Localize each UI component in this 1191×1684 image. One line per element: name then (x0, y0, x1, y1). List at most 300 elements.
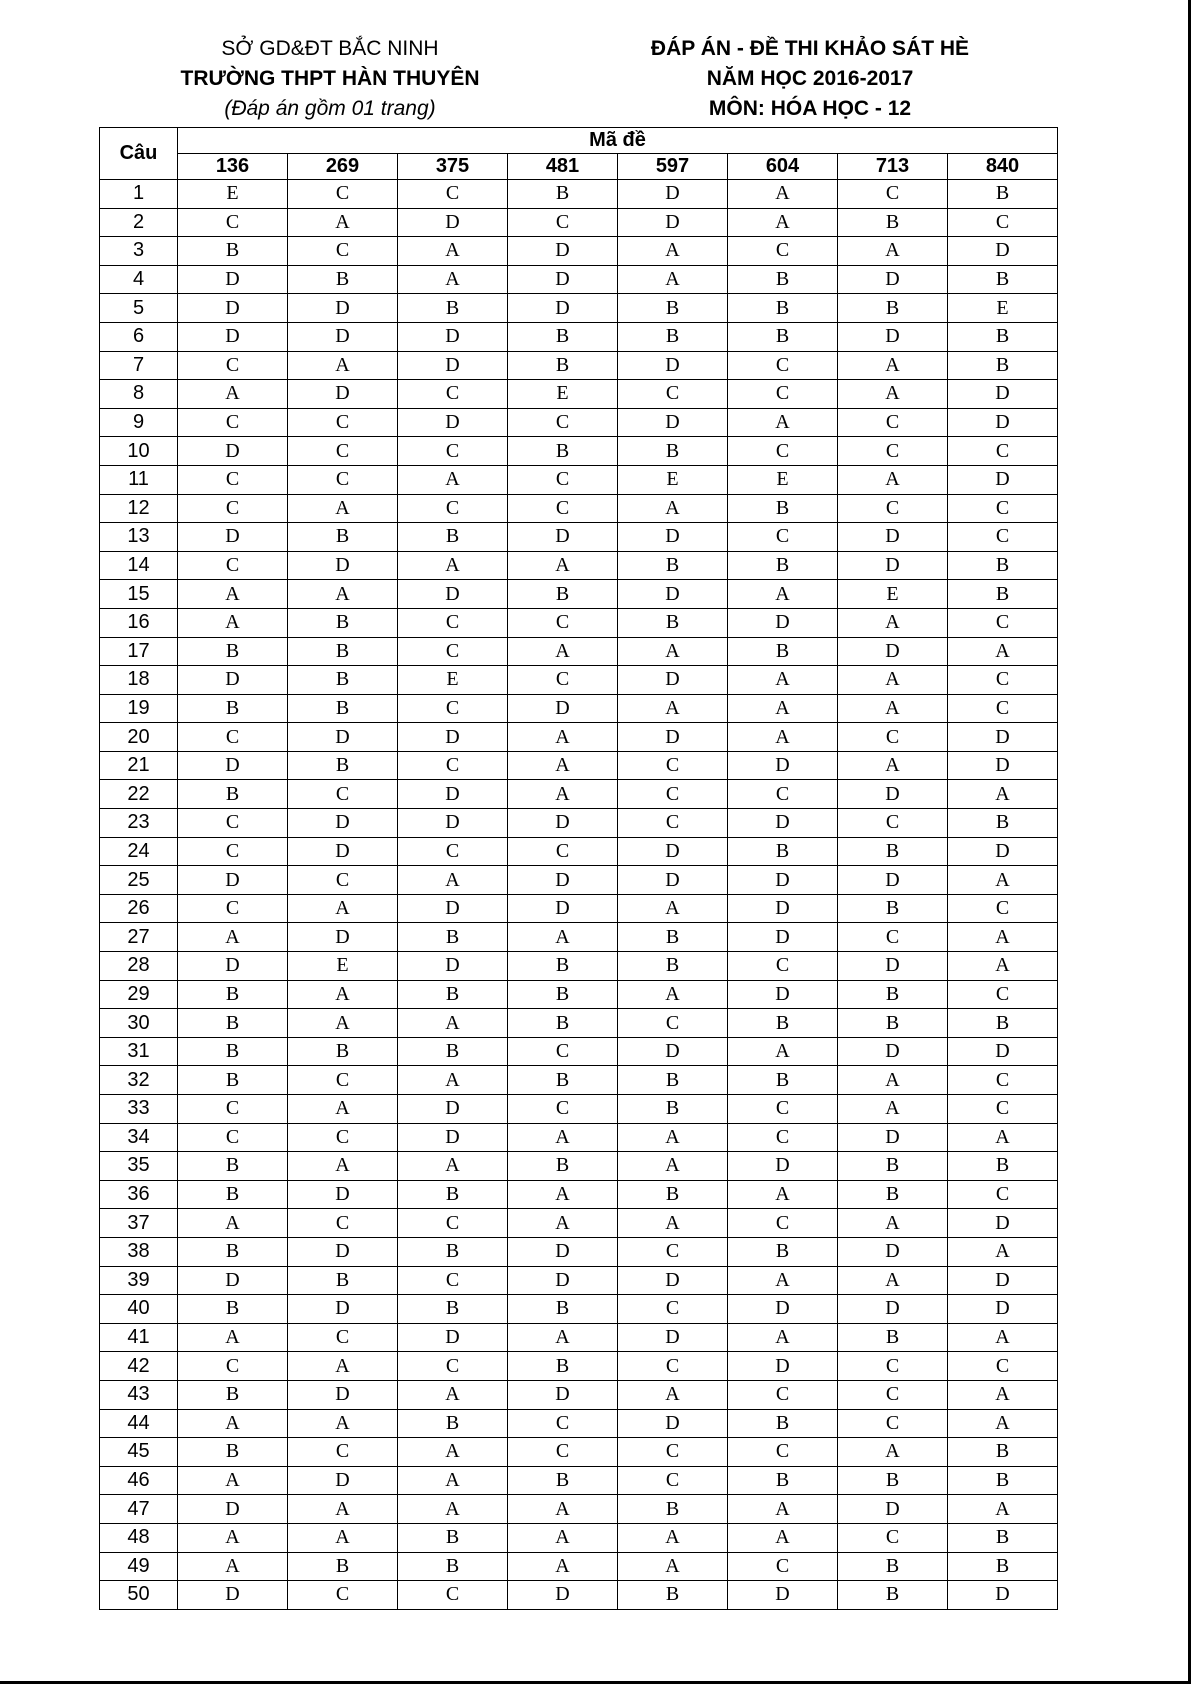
answer-cell: A (508, 723, 618, 752)
table-row (100, 408, 1058, 437)
question-number: 11 (100, 465, 178, 494)
answer-cell: A (838, 694, 948, 723)
answer-cell: B (618, 923, 728, 952)
table-row (100, 837, 1058, 866)
question-number: 38 (100, 1237, 178, 1266)
answer-cell: D (398, 1095, 508, 1124)
answer-cell: D (508, 265, 618, 294)
question-number: 16 (100, 608, 178, 637)
answer-cell: A (398, 237, 508, 266)
exam-code-group-header: Mã đề (178, 128, 1058, 154)
answer-cell: D (948, 1209, 1058, 1238)
question-number: 25 (100, 866, 178, 895)
exam-code-header: 481 (508, 154, 618, 180)
table-row (100, 1180, 1058, 1209)
answer-cell: B (288, 265, 398, 294)
question-number: 45 (100, 1438, 178, 1467)
answer-cell: A (618, 1152, 728, 1181)
answer-cell: B (728, 837, 838, 866)
table-row (100, 1009, 1058, 1038)
question-number: 42 (100, 1352, 178, 1381)
answer-cell: A (178, 608, 288, 637)
answer-cell: B (948, 265, 1058, 294)
answer-cell: D (288, 1180, 398, 1209)
exam-code-header: 840 (948, 154, 1058, 180)
answer-cell: C (178, 894, 288, 923)
answer-cell: C (178, 809, 288, 838)
exam-code-header: 604 (728, 154, 838, 180)
answer-cell: D (508, 694, 618, 723)
answer-cell: A (178, 580, 288, 609)
answer-cell: A (728, 694, 838, 723)
answer-cell: D (948, 408, 1058, 437)
answer-cell: D (508, 809, 618, 838)
answer-cell: A (178, 1466, 288, 1495)
answer-cell: D (618, 1266, 728, 1295)
answer-cell: C (728, 1438, 838, 1467)
answer-cell: D (948, 380, 1058, 409)
answer-cell: D (508, 866, 618, 895)
answer-cell: B (508, 1466, 618, 1495)
answer-cell: D (838, 1295, 948, 1324)
answer-cell: B (948, 1552, 1058, 1581)
answer-cell: A (838, 380, 948, 409)
answer-cell: C (948, 980, 1058, 1009)
table-row (100, 551, 1058, 580)
answer-cell: D (728, 809, 838, 838)
answer-cell: B (178, 1037, 288, 1066)
exam-code-header: 597 (618, 154, 728, 180)
answer-cell: A (508, 751, 618, 780)
answer-cell: A (728, 723, 838, 752)
question-number: 1 (100, 180, 178, 209)
answer-rows (100, 180, 1058, 1610)
question-number: 15 (100, 580, 178, 609)
answer-cell: A (728, 208, 838, 237)
answer-cell: A (288, 1352, 398, 1381)
exam-code-header: 269 (288, 154, 398, 180)
answer-cell: C (178, 837, 288, 866)
answer-cell: B (728, 294, 838, 323)
answer-cell: C (508, 666, 618, 695)
answer-cell: D (178, 952, 288, 981)
answer-cell: A (838, 608, 948, 637)
answer-cell: B (508, 1066, 618, 1095)
answer-cell: A (508, 637, 618, 666)
answer-cell: D (398, 408, 508, 437)
school-name: TRƯỜNG THPT HÀN THUYÊN (180, 67, 480, 90)
answer-cell: C (178, 551, 288, 580)
answer-cell: C (728, 1123, 838, 1152)
answer-cell: D (288, 1466, 398, 1495)
table-row (100, 1209, 1058, 1238)
question-number: 21 (100, 751, 178, 780)
answer-cell: B (178, 637, 288, 666)
answer-cell: C (728, 1552, 838, 1581)
question-number: 44 (100, 1409, 178, 1438)
answer-cell: A (618, 1552, 728, 1581)
answer-cell: B (618, 1066, 728, 1095)
question-number: 33 (100, 1095, 178, 1124)
answer-cell: C (838, 437, 948, 466)
answer-cell: B (728, 1237, 838, 1266)
answer-cell: D (838, 1123, 948, 1152)
answer-cell: A (618, 1123, 728, 1152)
answer-cell: B (838, 894, 948, 923)
answer-cell: D (288, 1380, 398, 1409)
answer-cell: B (838, 1180, 948, 1209)
question-number: 2 (100, 208, 178, 237)
answer-cell: A (178, 1409, 288, 1438)
question-number: 28 (100, 952, 178, 981)
question-number: 50 (100, 1581, 178, 1610)
answer-cell: A (728, 1266, 838, 1295)
answer-cell: D (508, 894, 618, 923)
answer-cell: C (508, 608, 618, 637)
answer-cell: B (948, 351, 1058, 380)
answer-cell: C (288, 1581, 398, 1610)
answer-cell: D (728, 980, 838, 1009)
answer-cell: C (398, 637, 508, 666)
answer-cell: C (508, 494, 618, 523)
answer-cell: C (178, 1095, 288, 1124)
question-number: 49 (100, 1552, 178, 1581)
answer-cell: B (398, 294, 508, 323)
answer-cell: C (618, 1352, 728, 1381)
answer-cell: A (398, 1466, 508, 1495)
answer-cell: B (618, 1180, 728, 1209)
answer-cell: C (948, 1352, 1058, 1381)
answer-cell: C (618, 380, 728, 409)
answer-cell: C (728, 1095, 838, 1124)
table-row (100, 1466, 1058, 1495)
answer-cell: B (728, 1466, 838, 1495)
header-left (140, 34, 520, 124)
answer-cell: B (618, 294, 728, 323)
answer-cell: B (948, 551, 1058, 580)
answer-cell: A (398, 1438, 508, 1467)
answer-cell: C (838, 408, 948, 437)
answer-cell: C (618, 809, 728, 838)
answer-cell: A (948, 1323, 1058, 1352)
answer-cell: A (288, 494, 398, 523)
answer-cell: B (398, 1523, 508, 1552)
answer-cell: C (178, 208, 288, 237)
answer-cell: D (508, 1581, 618, 1610)
answer-cell: C (948, 208, 1058, 237)
answer-cell: A (948, 1380, 1058, 1409)
answer-cell: C (838, 723, 948, 752)
answer-cell: D (728, 751, 838, 780)
answer-cell: C (288, 437, 398, 466)
answer-cell: B (398, 923, 508, 952)
question-number: 6 (100, 322, 178, 351)
answer-cell: B (508, 952, 618, 981)
answer-cell: B (838, 1152, 948, 1181)
answer-cell: B (618, 952, 728, 981)
answer-cell: C (398, 1266, 508, 1295)
answer-cell: A (948, 780, 1058, 809)
answer-cell: A (398, 465, 508, 494)
question-number: 5 (100, 294, 178, 323)
answer-cell: B (288, 523, 398, 552)
answer-cell: B (838, 1323, 948, 1352)
question-column-header: Câu (100, 128, 178, 180)
answer-cell: D (948, 1581, 1058, 1610)
answer-cell: D (508, 294, 618, 323)
answer-cell: A (508, 1552, 618, 1581)
answer-cell: B (178, 1295, 288, 1324)
answer-cell: D (838, 265, 948, 294)
answer-cell: A (948, 923, 1058, 952)
answer-cell: B (618, 1581, 728, 1610)
answer-cell: B (838, 1009, 948, 1038)
answer-cell: B (948, 1523, 1058, 1552)
table-row (100, 608, 1058, 637)
school-year: NĂM HỌC 2016-2017 (706, 67, 914, 90)
answer-cell: B (288, 1037, 398, 1066)
table-row (100, 866, 1058, 895)
answer-cell: D (618, 1037, 728, 1066)
answer-cell: D (618, 580, 728, 609)
answer-cell: C (508, 837, 618, 866)
answer-cell: B (838, 980, 948, 1009)
question-number: 27 (100, 923, 178, 952)
answer-cell: B (178, 1152, 288, 1181)
answer-cell: D (948, 723, 1058, 752)
answer-cell: B (508, 1152, 618, 1181)
question-number: 43 (100, 1380, 178, 1409)
question-number: 32 (100, 1066, 178, 1095)
answer-cell: D (178, 751, 288, 780)
answer-cell: C (948, 1180, 1058, 1209)
table-row (100, 1495, 1058, 1524)
answer-cell: A (178, 1523, 288, 1552)
table-row (100, 1037, 1058, 1066)
answer-cell: C (508, 1095, 618, 1124)
table-row (100, 1409, 1058, 1438)
answer-cell: C (398, 608, 508, 637)
answer-cell: A (508, 1523, 618, 1552)
answer-cell: D (178, 666, 288, 695)
question-number: 40 (100, 1295, 178, 1324)
answer-cell: E (838, 580, 948, 609)
answer-cell: D (288, 923, 398, 952)
answer-cell: C (398, 837, 508, 866)
answer-cell: A (838, 1266, 948, 1295)
answer-cell: C (508, 1037, 618, 1066)
answer-cell: B (618, 322, 728, 351)
answer-cell: B (178, 1009, 288, 1038)
answer-cell: A (948, 866, 1058, 895)
answer-cell: A (508, 551, 618, 580)
question-number: 24 (100, 837, 178, 866)
answer-cell: A (288, 894, 398, 923)
table-row (100, 294, 1058, 323)
answer-cell: D (728, 1581, 838, 1610)
answer-cell: A (728, 1037, 838, 1066)
question-number: 22 (100, 780, 178, 809)
answer-cell: E (178, 180, 288, 209)
answer-cell: B (618, 1495, 728, 1524)
answer-cell: D (618, 180, 728, 209)
answer-cell: A (288, 1095, 398, 1124)
answer-cell: B (728, 265, 838, 294)
answer-cell: A (398, 1066, 508, 1095)
answer-cell: B (838, 294, 948, 323)
table-row (100, 980, 1058, 1009)
answer-cell: D (288, 294, 398, 323)
answer-cell: C (178, 494, 288, 523)
answer-cell: D (288, 809, 398, 838)
answer-cell: A (838, 351, 948, 380)
answer-cell: D (398, 1123, 508, 1152)
answer-cell: A (618, 637, 728, 666)
answer-cell: D (398, 322, 508, 351)
exam-code-header: 713 (838, 154, 948, 180)
answer-cell: D (618, 408, 728, 437)
answer-cell: D (618, 723, 728, 752)
answer-cell: D (178, 1581, 288, 1610)
answer-cell: A (288, 1523, 398, 1552)
answer-cell: A (838, 465, 948, 494)
answer-cell: B (178, 780, 288, 809)
answer-cell: D (618, 866, 728, 895)
answer-cell: B (948, 809, 1058, 838)
question-number: 14 (100, 551, 178, 580)
answer-cell: B (948, 1438, 1058, 1467)
answer-cell: A (948, 952, 1058, 981)
answer-cell: E (398, 666, 508, 695)
answer-cell: C (508, 1438, 618, 1467)
question-number: 17 (100, 637, 178, 666)
answer-cell: C (508, 408, 618, 437)
question-number: 3 (100, 237, 178, 266)
answer-cell: C (288, 780, 398, 809)
answer-cell: A (178, 380, 288, 409)
answer-cell: A (728, 1523, 838, 1552)
answer-cell: B (398, 523, 508, 552)
answer-cell: A (398, 265, 508, 294)
answer-cell: B (398, 1409, 508, 1438)
answer-cell: D (728, 894, 838, 923)
answer-cell: D (618, 837, 728, 866)
answer-cell: D (948, 1295, 1058, 1324)
answer-cell: B (178, 1380, 288, 1409)
table-row (100, 694, 1058, 723)
answer-cell: C (948, 494, 1058, 523)
table-row (100, 952, 1058, 981)
answer-cell: C (398, 437, 508, 466)
answer-cell: E (508, 380, 618, 409)
question-number: 8 (100, 380, 178, 409)
answer-cell: D (728, 923, 838, 952)
answer-cell: A (618, 1209, 728, 1238)
answer-cell: B (178, 1237, 288, 1266)
answer-cell: D (288, 1295, 398, 1324)
answer-cell: C (288, 1209, 398, 1238)
answer-cell: D (948, 751, 1058, 780)
answer-cell: A (948, 1495, 1058, 1524)
answer-cell: C (398, 1209, 508, 1238)
answer-cell: A (838, 751, 948, 780)
answer-cell: B (288, 666, 398, 695)
answer-cell: A (288, 580, 398, 609)
answer-cell: C (288, 180, 398, 209)
table-row (100, 1237, 1058, 1266)
answer-cell: D (508, 1266, 618, 1295)
answer-cell: D (948, 837, 1058, 866)
answer-cell: D (398, 723, 508, 752)
answer-cell: A (728, 666, 838, 695)
answer-cell: C (838, 1352, 948, 1381)
answer-cell: B (178, 694, 288, 723)
answer-cell: C (728, 780, 838, 809)
answer-cell: D (178, 866, 288, 895)
answer-cell: C (838, 1380, 948, 1409)
answer-cell: C (398, 380, 508, 409)
answer-cell: B (178, 1180, 288, 1209)
answer-cell: B (508, 1295, 618, 1324)
answer-cell: B (838, 1466, 948, 1495)
answer-cell: A (728, 180, 838, 209)
answer-cell: A (288, 1009, 398, 1038)
question-number: 19 (100, 694, 178, 723)
answer-cell: C (838, 923, 948, 952)
table-row (100, 1323, 1058, 1352)
answer-cell: D (838, 1237, 948, 1266)
answer-cell: A (728, 1323, 838, 1352)
answer-cell: A (948, 1123, 1058, 1152)
answer-cell: B (948, 1466, 1058, 1495)
answer-cell: D (838, 523, 948, 552)
answer-cell: D (398, 952, 508, 981)
answer-cell: D (288, 723, 398, 752)
answer-cell: A (288, 1152, 398, 1181)
table-row (100, 637, 1058, 666)
answer-cell: A (178, 923, 288, 952)
answer-cell: C (948, 894, 1058, 923)
answer-cell: C (948, 694, 1058, 723)
question-number: 31 (100, 1037, 178, 1066)
answer-cell: D (838, 1037, 948, 1066)
answer-cell: C (948, 523, 1058, 552)
answer-cell: A (948, 637, 1058, 666)
answer-cell: D (288, 551, 398, 580)
answer-cell: B (618, 551, 728, 580)
answer-cell: D (508, 523, 618, 552)
table-row (100, 380, 1058, 409)
answer-cell: C (728, 952, 838, 981)
question-number: 35 (100, 1152, 178, 1181)
answer-cell: D (728, 1152, 838, 1181)
answer-cell: A (838, 1066, 948, 1095)
answer-cell: D (948, 1037, 1058, 1066)
answer-cell: D (178, 322, 288, 351)
answer-cell: A (618, 1523, 728, 1552)
answer-cell: C (618, 1438, 728, 1467)
answer-cell: C (728, 1380, 838, 1409)
table-row (100, 351, 1058, 380)
question-number: 10 (100, 437, 178, 466)
answer-cell: C (288, 408, 398, 437)
question-number: 39 (100, 1266, 178, 1295)
answer-cell: C (178, 465, 288, 494)
answer-cell: B (948, 1152, 1058, 1181)
question-number: 41 (100, 1323, 178, 1352)
table-row (100, 894, 1058, 923)
answer-cell: E (948, 294, 1058, 323)
